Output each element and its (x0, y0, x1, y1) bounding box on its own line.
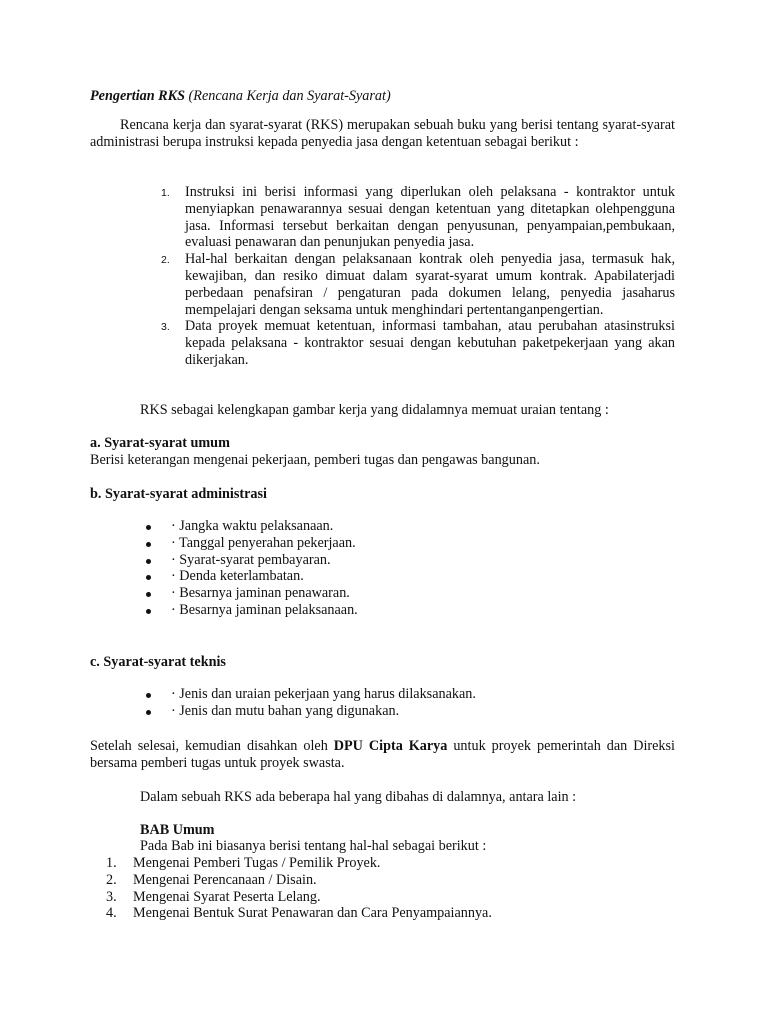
list-text: Mengenai Syarat Peserta Lelang. (133, 888, 321, 905)
list-item (140, 535, 640, 552)
bullet-icon (146, 575, 151, 580)
approval-text-end: untuk proyek pemerintah dan Direksi bersama pemberi tugas untuk proyek swasta. (90, 738, 675, 771)
list-item (145, 251, 675, 318)
intro-paragraph: Rencana kerja dan syarat-syarat (RKS) merupakan sebuah buku yang berisi tentang syarat-syarat administrasi berupa instruksi kepada penyedia jasa dengan ketentuan sebagai berikut : (90, 117, 675, 150)
list-text: · Besarnya jaminan pelaksanaan. (171, 601, 358, 618)
approval-text-start: Setelah selesai, kemudian disahkan oleh (90, 738, 334, 754)
bullet-icon (146, 693, 151, 698)
bab-umum-list (90, 855, 675, 922)
list-number: 2. (106, 871, 117, 888)
list-item (140, 568, 640, 585)
bab-umum-intro: Pada Bab ini biasanya berisi tentang hal-hal sebagai berikut : (140, 838, 487, 854)
approval-paragraph (90, 738, 675, 772)
list-item (90, 889, 675, 906)
list-text: · Jenis dan mutu bahan yang digunakan. (171, 702, 400, 719)
list-text: Data proyek memuat ketentuan, informasi tambahan, atau perubahan atasinstruksi kepada pelaksana - kontraktor sesuai dengan kebutuhan paketpekerjaan yang akan dikerjakan. (185, 318, 675, 368)
title-main: Pengertian RKS (90, 88, 185, 104)
list-text: · Jenis dan uraian pekerjaan yang harus dilaksanakan. (171, 686, 476, 702)
list-item (140, 518, 640, 535)
list-item (140, 686, 640, 703)
list-item (140, 585, 640, 602)
list-item (90, 872, 675, 889)
bab-umum-heading: BAB Umum (140, 822, 215, 838)
list-item (140, 602, 640, 619)
page-title (90, 88, 675, 105)
list-text: Mengenai Perencanaan / Disain. (133, 871, 317, 888)
bullet-icon (146, 609, 151, 614)
list-text: Hal-hal berkaitan dengan pelaksanaan kontrak oleh penyedia jasa, termasuk hak, kewajiban, dan resiko dimuat dalam syarat-syarat umum kontrak. Apabilaterjadi perbedaan penafsiran / pengaturan pada dokumen lelang, penyedia jasaharus mempelajari dengan seksama untuk menghindari pertentanganpengertian. (185, 251, 675, 318)
list-item (90, 855, 675, 872)
list-text: · Besarnya jaminan penawaran. (171, 585, 350, 602)
section-a-heading: a. Syarat-syarat umum (90, 435, 230, 451)
list-item (145, 184, 675, 251)
list-item (140, 552, 640, 569)
bullet-icon (146, 525, 151, 530)
list-text: · Denda keterlambatan. (171, 568, 304, 585)
list-number: 3. (106, 888, 117, 905)
list-text: · Tanggal penyerahan pekerjaan. (171, 534, 356, 551)
section-a-text: Berisi keterangan mengenai pekerjaan, pemberi tugas dan pengawas bangunan. (90, 452, 540, 468)
bullet-icon (146, 592, 151, 597)
rks-intro-paragraph: RKS sebagai kelengkapan gambar kerja yang didalamnya memuat uraian tentang : (140, 402, 609, 418)
list-number: 1. (106, 855, 117, 871)
list-number: 2. (161, 254, 170, 267)
section-c-list (140, 686, 640, 720)
list-text: Instruksi ini berisi informasi yang diperlukan oleh pelaksana - kontraktor untuk menyiapkan penawarannya sesuai dengan ketentuan yang ditetapkan olehpengguna jasa. Informasi tersebut berkaitan dengan penyusunan, penyampaian,pembukaan, evaluasi penawaran dan penunjukan penyedia jasa. (185, 184, 675, 251)
title-subtitle: (Rencana Kerja dan Syarat-Syarat) (185, 88, 391, 104)
list-item (145, 318, 675, 368)
list-number: 3. (161, 321, 170, 334)
bullet-icon (146, 542, 151, 547)
instruction-list (145, 184, 675, 369)
approval-authority: DPU Cipta Karya (333, 738, 448, 754)
section-c-heading: c. Syarat-syarat teknis (90, 654, 226, 670)
section-b-heading: b. Syarat-syarat administrasi (90, 486, 267, 502)
list-text: Mengenai Bentuk Surat Penawaran dan Cara Penyampaiannya. (133, 905, 492, 922)
section-b-list (140, 518, 640, 619)
list-item (90, 905, 675, 922)
list-text: Mengenai Pemberi Tugas / Pemilik Proyek. (133, 855, 381, 871)
list-text: · Jangka waktu pelaksanaan. (171, 518, 334, 534)
list-number: 1. (161, 187, 170, 199)
rks-contents-paragraph: Dalam sebuah RKS ada beberapa hal yang dibahas di dalamnya, antara lain : (140, 789, 577, 805)
list-text: · Syarat-syarat pembayaran. (171, 551, 331, 568)
list-number: 4. (106, 905, 117, 922)
list-item (140, 703, 640, 720)
bullet-icon (146, 559, 151, 564)
bullet-icon (146, 710, 151, 715)
